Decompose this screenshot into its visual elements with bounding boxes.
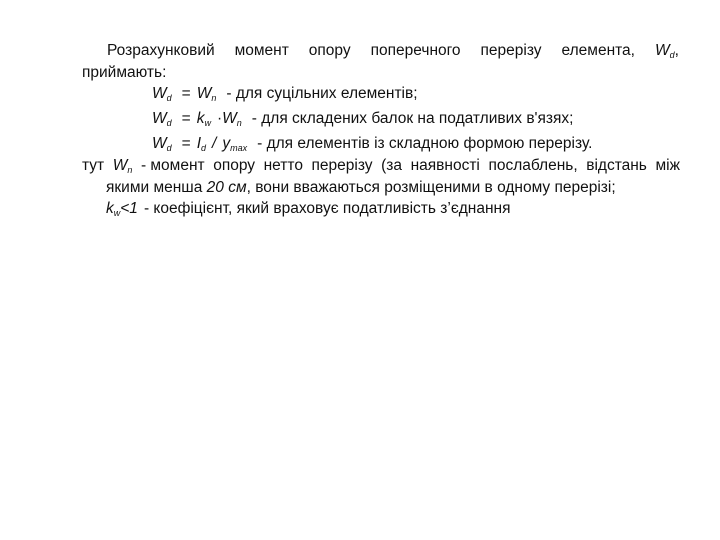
intro-line-2: приймають: xyxy=(82,64,167,81)
where-word: між xyxy=(655,157,680,174)
where-word: - момент xyxy=(140,157,205,174)
net-modulus-symbol: $W_n$ xyxy=(112,157,133,175)
where-line-3: $k_w<1$ - коефіцієнт, який враховує податливість з’єднання xyxy=(106,200,511,218)
where-line-2: якими менша 20 см, вони вважаються розміщеними в одному перерізі; xyxy=(106,179,616,196)
where-word: відстань xyxy=(586,157,647,174)
coefficient-symbol: k xyxy=(106,200,114,217)
intro-word: перерізу xyxy=(480,42,542,59)
coefficient-description: - коефіцієнт, який враховує податливість з’єднання xyxy=(143,200,511,217)
where-word: опору xyxy=(213,157,256,174)
where-line-1 xyxy=(82,156,680,176)
intro-word: елемента, xyxy=(561,42,635,59)
intro-word: момент xyxy=(234,42,289,59)
formula-description: - для суцільних елементів; xyxy=(226,85,418,102)
intro-word: опору xyxy=(308,42,351,59)
intro-word: поперечного xyxy=(370,42,461,59)
coefficient-condition: <1 xyxy=(120,200,138,217)
where-prefix: тут xyxy=(82,157,105,174)
where-word: перерізу xyxy=(311,157,373,174)
where-word: (за xyxy=(381,157,402,174)
formula-complex-section: $W_d = I_d / y_{max}$ - для елементів із складною формою перерізу. xyxy=(152,135,593,153)
formula-description: - для елементів із складною формою перерізу. xyxy=(257,135,593,152)
intro-line-1 xyxy=(107,41,679,61)
where-word: наявності xyxy=(410,157,480,174)
formula-description: - для складених балок на податливих в'язях; xyxy=(251,110,574,127)
formula-built-up-beams: $W_d = k_w \cdot W_n$ - для складених балок на податливих в'язях; xyxy=(152,110,574,128)
distance-value: 20 см xyxy=(206,179,247,196)
where-word: нетто xyxy=(263,157,303,174)
formula-solid: $W_d = W_n$ - для суцільних елементів; xyxy=(152,85,418,103)
where-word: послаблень, xyxy=(488,157,578,174)
design-modulus-symbol: $W_d$, xyxy=(654,42,679,60)
intro-word: Розрахунковий xyxy=(107,42,215,59)
